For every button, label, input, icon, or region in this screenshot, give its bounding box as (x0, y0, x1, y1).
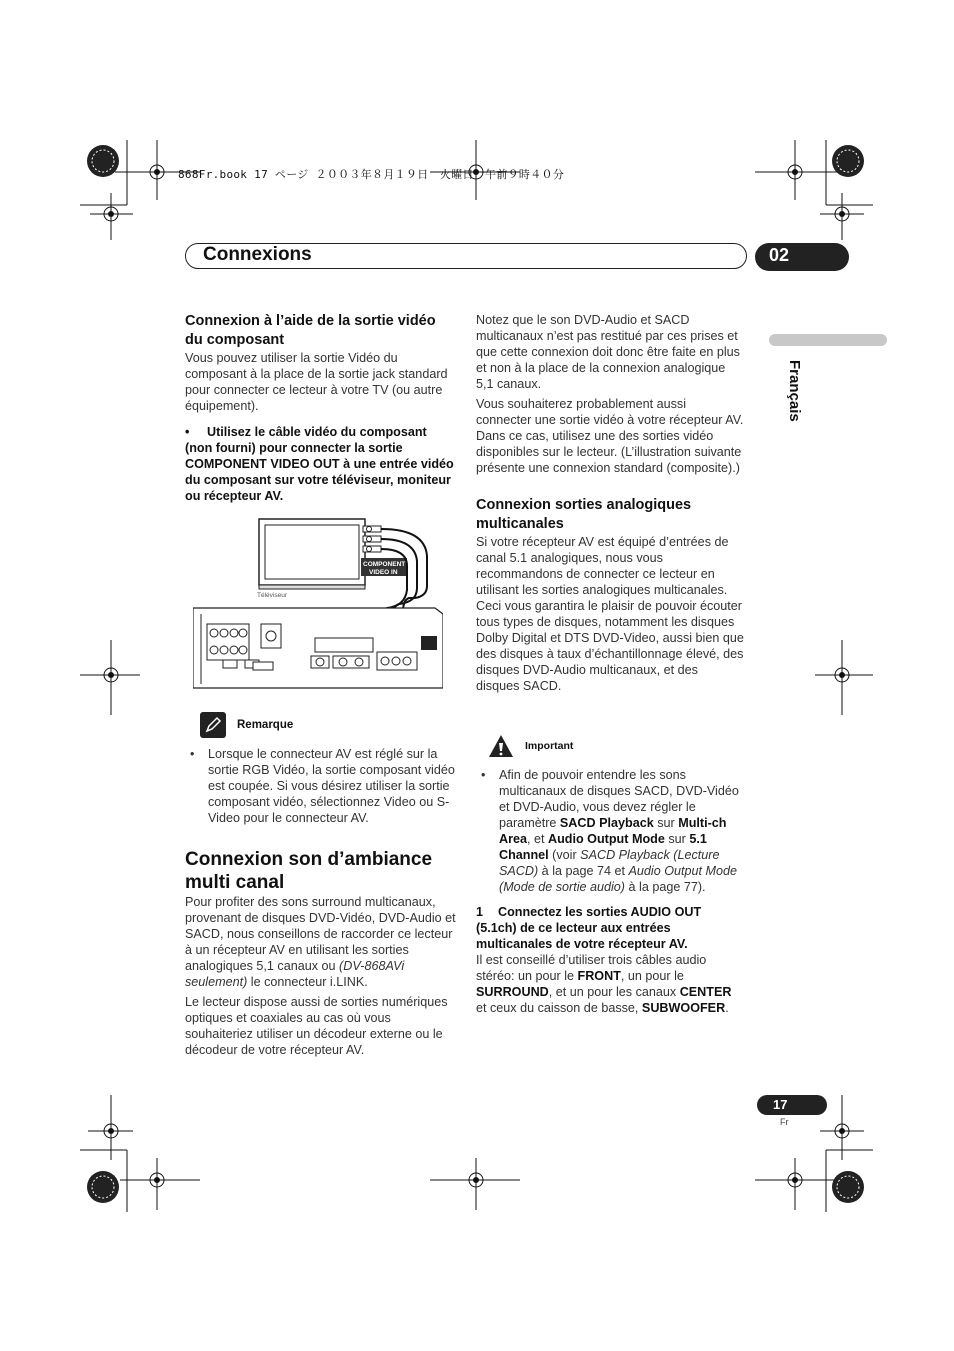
para-surround-1-end: le connecteur i.LINK. (247, 975, 368, 989)
important-title: Important (525, 740, 574, 752)
step-para-3: , et un pour les canaux (548, 985, 680, 999)
pencil-icon (200, 712, 226, 738)
page-number: 17 (757, 1095, 827, 1115)
step-para-2: , un pour le (620, 969, 684, 983)
important-body (476, 767, 744, 1020)
para-surround-1-text: Pour profiter des sons surround multicanaux, provenant de disques DVD-Vidéo, DVD-Audio et SACD, nous conseillons de raccorder ce lecteur à un récepteur AV en utilisant les sorties analogiques 5,1 canaux ou (185, 895, 456, 973)
step-1 (476, 904, 744, 952)
imp-text-5: (voir (548, 848, 581, 862)
connection-diagram (193, 516, 443, 694)
para-surround-1 (185, 894, 457, 990)
imp-italic-2: Audio Output Mode (Mode de sortie audio) (499, 864, 738, 894)
print-header: 868Fr.book 17 ページ ２００３年８月１９日 火曜日 午前９時４０分 (178, 168, 565, 181)
instruction-text: Utilisez le câble vidéo du composant (non fourni) pour connecter la sortie COMPONENT VIDEO OUT à une entrée vidéo du composant sur votre téléviseur, moniteur ou récepteur AV. (185, 425, 454, 503)
para-note-2: Vous souhaiterez probablement aussi connecter une sortie vidéo à votre récepteur AV. Dans ce cas, utilisez une des sorties vidéo disponibles sur le lecteur. (L’illustration suivante présente une connexion standard (composite).) (476, 397, 744, 475)
step-text: Connectez les sorties AUDIO OUT (5.1ch) de ce lecteur aux entrées multicanales de votre récepteur AV. (476, 905, 702, 951)
important-icon (487, 733, 515, 759)
heading-analog: Connexion sorties analogiques multicanales (476, 497, 692, 532)
page-language: Fr (780, 1117, 789, 1127)
step-para-1: Il est conseillé d’utiliser trois câbles audio stéréo: un pour le (476, 953, 707, 983)
step-para-5: . (725, 1001, 729, 1015)
imp-text-2: sur (653, 816, 679, 830)
surround-section (185, 848, 457, 1062)
imp-text-6: à la page 74 et (538, 864, 629, 878)
step-bold-3: CENTER (679, 985, 732, 999)
para-component-video: Vous pouvez utiliser la sortie Vidéo du composant à la place de la sortie jack standard pour connecter ce lecteur à votre TV (ou autre équipement). (185, 351, 448, 413)
step-bold-4: SUBWOOFER (641, 1001, 726, 1015)
note-bullet-mark: • (190, 747, 195, 761)
language-tab (769, 334, 887, 346)
important-bullet-mark: • (481, 768, 486, 782)
instruction-bullet (185, 424, 455, 504)
note-text: Lorsque le connecteur AV est réglé sur la sortie RGB Vidéo, la sortie composant vidéo est coupée. Si vous désirez utiliser la sortie composant vidéo, sélectionnez Video ou S-Video pour le connecteur AV. (208, 747, 455, 825)
heading-surround: Connexion son d’ambiance multi canal (185, 849, 433, 893)
heading-component-video: Connexion à l’aide de la sortie vidéo du composant (185, 313, 436, 348)
bullet-mark: • (185, 425, 190, 439)
important-bullet (476, 767, 744, 895)
imp-text-3: , et (527, 832, 549, 846)
chapter-badge: 02 (755, 243, 849, 271)
imp-text-4: sur (664, 832, 690, 846)
page-title: Connexions (203, 244, 312, 265)
imp-bold-1: SACD Playback (559, 816, 654, 830)
step-bold-1: FRONT (577, 969, 621, 983)
imp-bold-4: 5.1 Channel (499, 832, 707, 862)
imp-text-1: Afin de pouvoir entendre les sons multicanaux de disques SACD, DVD-Vidéo et DVD-Audio, vous devez régler le paramètre (499, 768, 739, 830)
component-label-2: VIDEO IN (369, 569, 398, 576)
imp-italic-1: SACD Playback (Lecture SACD) (499, 848, 720, 878)
step-para-4: et ceux du caisson de basse, (476, 1001, 642, 1015)
language-label (763, 358, 803, 438)
note-bullet (185, 746, 457, 826)
step-bold-2: SURROUND (476, 985, 549, 999)
para-surround-1-italic: (DV-868AVi seulement) (185, 959, 405, 989)
note-title: Remarque (237, 719, 294, 731)
imp-bold-3: Audio Output Mode (548, 832, 665, 846)
language-label-text: Français (786, 360, 803, 422)
note-body (185, 746, 457, 826)
para-note-1: Notez que le son DVD-Audio et SACD multicanaux n’est pas restitué par ces prises et que cette connexion doit donc être faite en plus et non à la place de la connexion analogique 5,1 canaux. (476, 313, 740, 391)
step-para (476, 952, 744, 1016)
para-analog: Si votre récepteur AV est équipé d’entrées de canal 5.1 analogiques, nous vous recommandons de connecter ce lecteur en utilisant les sorties analogiques multicanales. Ceci vous garantira le plaisir de pouvoir écouter tous types de disques, notamment les disques Dolby Digital et DTS DVD-Video, aussi bien que des disques à taux d’échantillonnage élevé, des disques DVD-Audio multicanaux, et des disques SACD. (476, 535, 744, 693)
right-column (476, 312, 744, 698)
note-icon (200, 712, 226, 738)
imp-text-7: à la page 77). (625, 880, 706, 894)
step-number: 1 (476, 905, 484, 919)
para-surround-2: Le lecteur dispose aussi de sorties numériques optiques et coaxiales au cas où vous souhaiteriez utiliser un décodeur externe ou le décodeur de votre récepteur AV. (185, 995, 448, 1057)
tv-label: Téléviseur (257, 592, 287, 599)
component-label-1: COMPONENT (363, 561, 406, 568)
left-column (185, 312, 455, 508)
imp-bold-2: Multi-ch Area (499, 816, 727, 846)
